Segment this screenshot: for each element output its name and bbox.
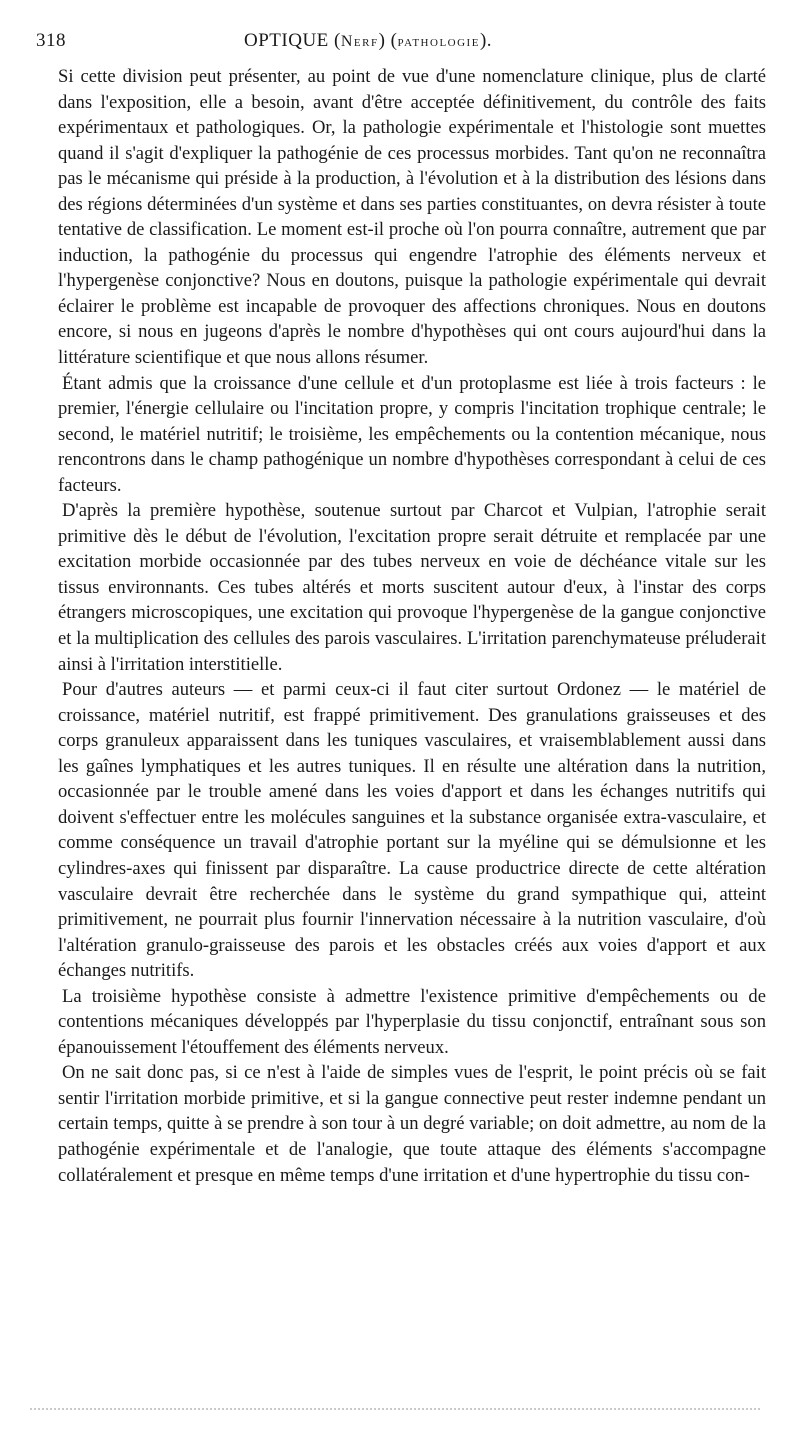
running-head (36, 30, 760, 56)
running-title-mid: ) ( (378, 30, 398, 51)
paragraph-2: Étant admis que la croissance d'une cellule et d'un protoplasme est liée à trois facteurs : le premier, l'énergie cellulaire ou l'incitation propre, y compris l'incitation trophique centrale; le second, le matériel nutritif; le troisième, les empêchements ou la contention mécanique, nous rencontrons dans le champ pathogénique un nombre d'hypothèses correspondant à celui de ces facteurs. (58, 372, 766, 496)
running-title-end: ). (479, 30, 493, 51)
running-title-main: OPTIQUE ( (244, 30, 341, 51)
paragraph-1: Si cette division peut présenter, au point de vue d'une nomenclature clinique, plus de clarté dans l'exposition, elle a besoin, avant d'être acceptée définitivement, du contrôle des faits expérimentaux et pathologiques. Or, la pathologie expérimentale et l'histologie sont muettes quand il s'agit d'expliquer la pathogénie de ces processus morbides. Tant qu'on ne reconnaîtra pas le mécanisme qui préside à la production, à l'évolution et à la distribution des lésions dans des régions déterminées d'un système et dans ses parties constituantes, on devra résister à toute tentative de classification. Le moment est-il proche où l'on pourra connaître, autrement que par induction, la pathogénie du processus qui engendre l'atrophie des éléments nerveux et l'hypergenèse conjonctive? Nous en doutons, puisque la pathologie expérimentale qui devrait éclairer le problème est incapable de provoquer des affections chroniques. Nous en doutons encore, si nous en jugeons d'après le nombre d'hypothèses qui ont cours aujourd'hui dans la littérature scientifique et que nous allons résumer. (58, 66, 766, 369)
paragraph-5: La troisième hypothèse consiste à admettre l'existence primitive d'empêchements ou de contentions mécaniques développés par l'hyperplasie du tissu conjonctif, entraînant sous son épanouissement l'étouffement des éléments nerveux. (58, 985, 766, 1058)
footer-scan-marks (30, 1408, 760, 1418)
running-title-pathologie: pathologie (397, 33, 480, 50)
running-title-nerf: Nerf (340, 33, 379, 50)
body-text (58, 64, 766, 1188)
paragraph-4: Pour d'autres auteurs — et parmi ceux-ci il faut citer surtout Ordonez — le matériel de croissance, matériel nutritif, est frappé primitivement. Des granulations graisseuses et des corps granuleux apparaissent dans les tuniques vasculaires, et vraisemblablement aussi dans les gaînes lymphatiques et les autres tuniques. Il en résulte une altération dans la nutrition, occasionnée par le trouble amené dans les voies d'apport et dans les échanges nutritifs qui doivent s'effectuer entre les molécules sanguines et la substance organisée extra-vasculaire, et comme conséquence un travail d'atrophie portant sur la myéline qui se démulsionne et les cylindres-axes qui finissent par disparaître. La cause productrice directe de cette altération vasculaire devrait être recherchée dans le système du grand sympathique qui, atteint primitivement, ne pourrait plus fournir l'innervation nécessaire à la nutrition vasculaire, d'où l'altération granulo-graisseuse des parois et les obstacles créés aux voies d'apport et aux échanges nutritifs. (58, 679, 766, 982)
page-number: 318 (36, 30, 66, 51)
paragraph-3: D'après la première hypothèse, soutenue surtout par Charcot et Vulpian, l'atrophie serait primitive dès le début de l'évolution, l'excitation propre serait détruite et remplacée par une excitation morbide occasionnée par des tubes nerveux en voie de déchéance vitale sur les tissus environnants. Ces tubes altérés et morts suscitent autour d'eux, à l'instar des corps étrangers microscopiques, une excitation qui provoque l'hypergenèse de la gangue conjonctive et la multiplication des cellules des parois vasculaires. L'irritation parenchymateuse préluderait ainsi à l'irritation interstitielle. (58, 500, 766, 675)
running-title (244, 30, 492, 52)
paragraph-6: On ne sait donc pas, si ce n'est à l'aide de simples vues de l'esprit, le point précis où se fait sentir l'irritation morbide primitive, et si la gangue connective peut rester indemne pendant un certain temps, quitte à se prendre à son tour à un degré variable; on doit admettre, au nom de la pathogénie expérimentale et de l'analogie, que toute attaque des éléments s'accompagne collatéralement et presque en même temps d'une irritation et d'une hypertrophie du tissu con- (58, 1062, 766, 1186)
